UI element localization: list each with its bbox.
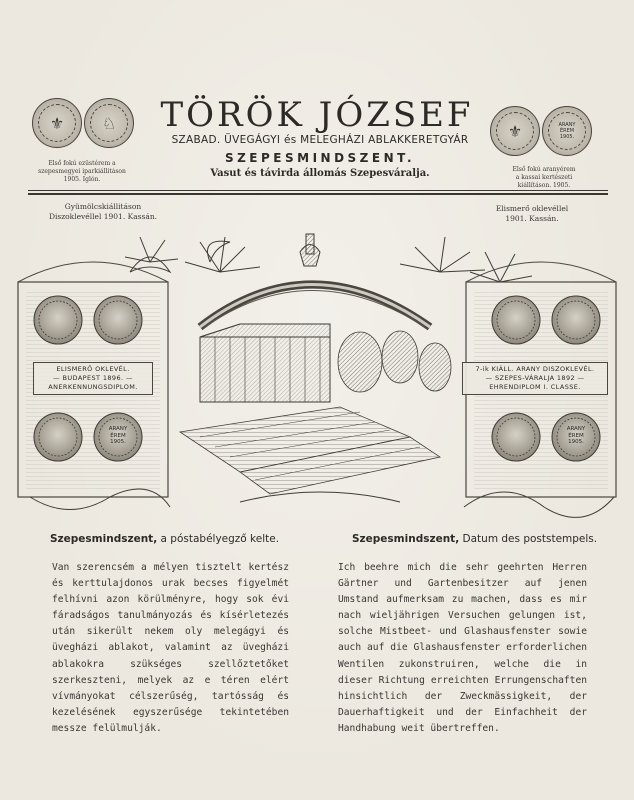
medal-icon: ⚜ [32,98,82,148]
award-ribbon-right: 7-ik KIÁLL. ARANY DISZOKLEVÉL. — SZEPES-VÁRALJA 1892 — EHRENDIPLOM I. CLASSE. [462,362,608,395]
frame-medal-text-right: ARANY ÉREM 1905. [566,426,586,445]
left-medal-caption: Első fokú ezüstérem a szepesmegyei iparkiállitáson 1905. Iglón. [38,160,126,183]
award-left-text: Gyümölcskiállitáson Diszoklevéllel 1901. Kassán. [48,202,158,221]
right-column-body [338,560,587,737]
company-location: SZEPESMINDSZENT. [224,151,416,165]
left-column-paragraph: Van szerencsém a mélyen tisztelt kertész és kerttulajdonos urak becses figyelmét felhívni azon körülményre, hogy sok évi fáradságos tanulmányozás és kísérletezés után sikerült nekem oly melegágyi és üvegházi ablakot, valamint az üvegházi ablakokra szükséges szellőztetőket szerkeszteni, melyek az e téren elért vívmányokat célszerűség, tartósság és kezelésének egyszerűsége tekintetében messze felülmulják. [52,562,289,734]
right-column-heading [352,533,597,545]
left-heading-rest: a póstabélyegző kelte. [157,533,280,545]
right-column-paragraph: Ich beehre mich die sehr geehrten Herren Gärtner und Gartenbesitzer auf jenen Umstand aufmerksam zu machen, dass es mir nach wieljährigen Versuchen gelungen ist, solche Mistbeet- und Glashausfenster sowie auch auf die Glashausfenster erforderlichen Wentilen zukonstruiren, welche die in dieser Richtung erreichten Errungenschaften hinsichtlich der Zweckmässigkeit, der Dauerhaftigkeit und der Einfachheit der Handhabung weit übertreffen. [338,562,587,734]
company-description: SZABAD. ÜVEGÁGYI és MELEGHÁZI ABLAKKERETGYÁR [171,134,469,146]
right-medal-caption: Első fokú aranyérem a kassai kertészeti kiállításon. 1905. [512,166,576,189]
left-column-heading [50,533,279,545]
header-rule [28,193,608,195]
company-title: TÖRÖK JÓZSEF [160,95,474,135]
award-right-text: Elismerő oklevéllel 1901. Kassán. [495,204,569,223]
left-column-body [52,560,289,737]
header-rule [28,190,608,191]
award-ribbon-left: ELISMERŐ OKLEVÉL. — BUDAPEST 1896. — ANERKENNUNGSDIPLOM. [33,362,153,395]
left-heading-place: Szepesmindszent, [50,533,158,545]
medal-icon: ♘ [84,98,134,148]
right-heading-rest: Datum des poststempels. [459,533,598,545]
right-heading-place: Szepesmindszent, [352,533,460,545]
station-info: Vasut és távirda állomás Szepesváralja. [210,168,430,179]
medal-text: ARANY ÉREM 1905. [558,122,576,140]
frame-medal-text-left: ARANY ÉREM 1905. [108,426,128,445]
medal-icon: ⚜ [490,106,540,156]
